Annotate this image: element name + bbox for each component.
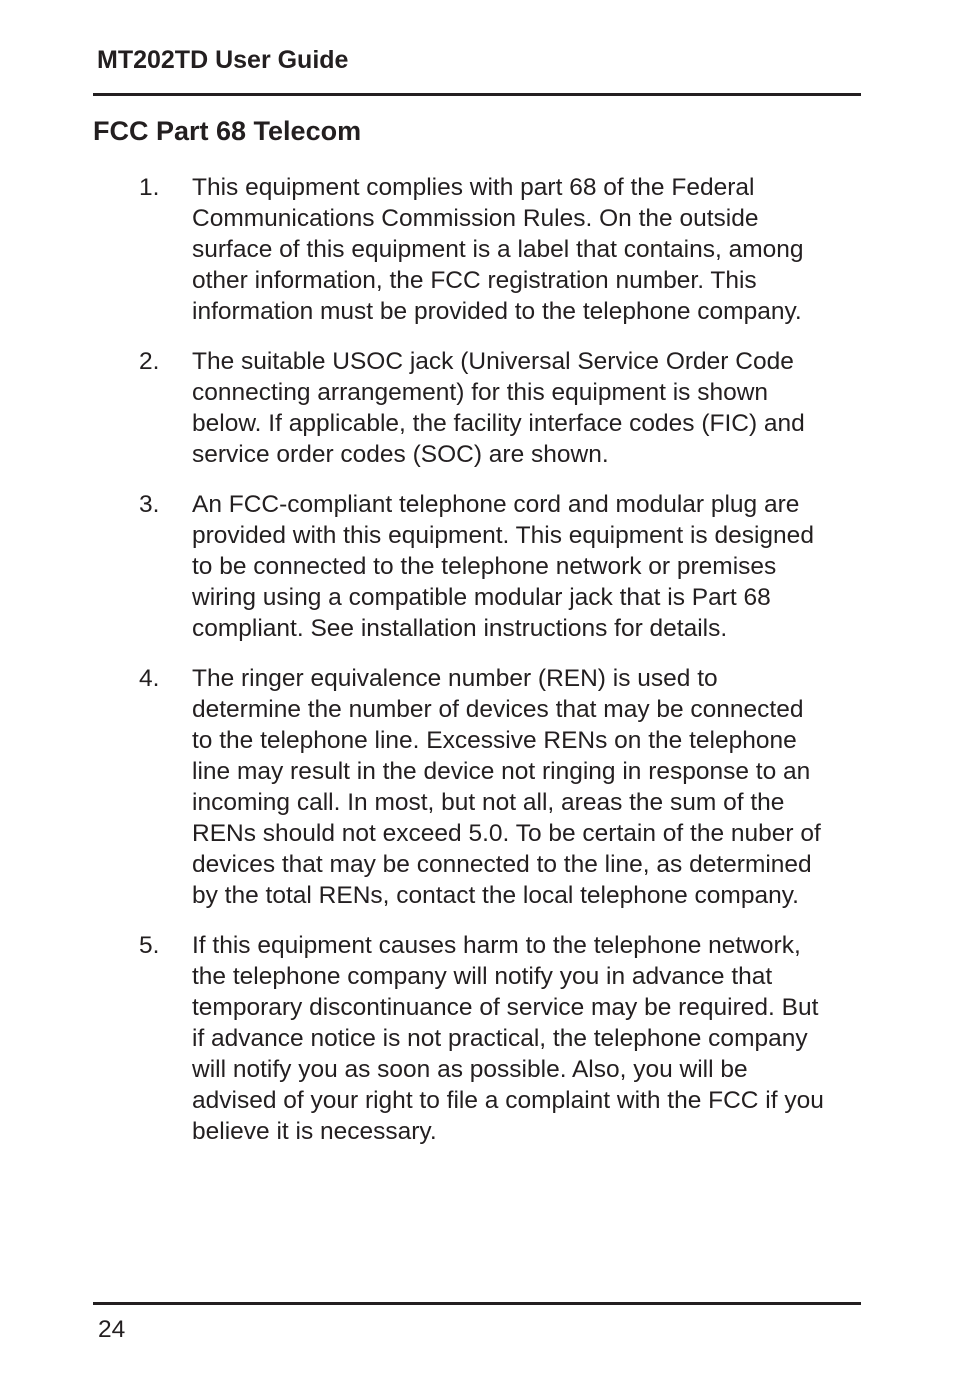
item-number: 1.	[139, 174, 160, 201]
list-item	[0, 663, 864, 911]
running-header: MT202TD User Guide	[97, 46, 349, 74]
item-text: The ringer equivalence number (REN) is used to determine the number of devices that may be connected to the telephone line. Excessive RENs on the telephone line may result in the device not ringing in response to an incoming call. In most, but not all, areas the sum of the RENs should not exceed 5.0. To be certain of the nuber of devices that may be connected to the line, as determined by the total RENs, contact the local telephone company.	[192, 665, 821, 909]
item-text: The suitable USOC jack (Universal Service Order Code connecting arrangement) for this equipment is shown below. If applicable, the facility interface codes (FIC) and service order codes (SOC) are shown.	[192, 348, 805, 468]
item-number: 4.	[139, 665, 160, 692]
item-number: 5.	[139, 932, 160, 959]
compliance-list	[0, 172, 954, 1166]
header-rule	[93, 93, 861, 96]
list-item	[0, 930, 864, 1147]
item-text: This equipment complies with part 68 of the Federal Communications Commission Rules. On the outside surface of this equipment is a label that contains, among other information, the FCC registration number. This information must be provided to the telephone company.	[192, 174, 804, 325]
page-number: 24	[98, 1316, 126, 1343]
item-text: An FCC-compliant telephone cord and modular plug are provided with this equipment. This equipment is designed to be connected to the telephone network or premises wiring using a compatible modular jack that is Part 68 compliant. See installation instructions for details.	[192, 491, 814, 642]
list-item	[0, 172, 864, 327]
footer-rule	[93, 1302, 861, 1305]
item-number: 3.	[139, 491, 160, 518]
list-item	[0, 489, 864, 644]
section-title: FCC Part 68 Telecom	[93, 116, 362, 146]
list-item	[0, 346, 864, 470]
item-number: 2.	[139, 348, 160, 375]
item-text: If this equipment causes harm to the telephone network, the telephone company will notify you in advance that temporary discontinuance of service may be required. But if advance notice is not practical, the telephone company will notify you as soon as possible. Also, you will be advised of your right to file a complaint with the FCC if you believe it is necessary.	[192, 932, 824, 1145]
